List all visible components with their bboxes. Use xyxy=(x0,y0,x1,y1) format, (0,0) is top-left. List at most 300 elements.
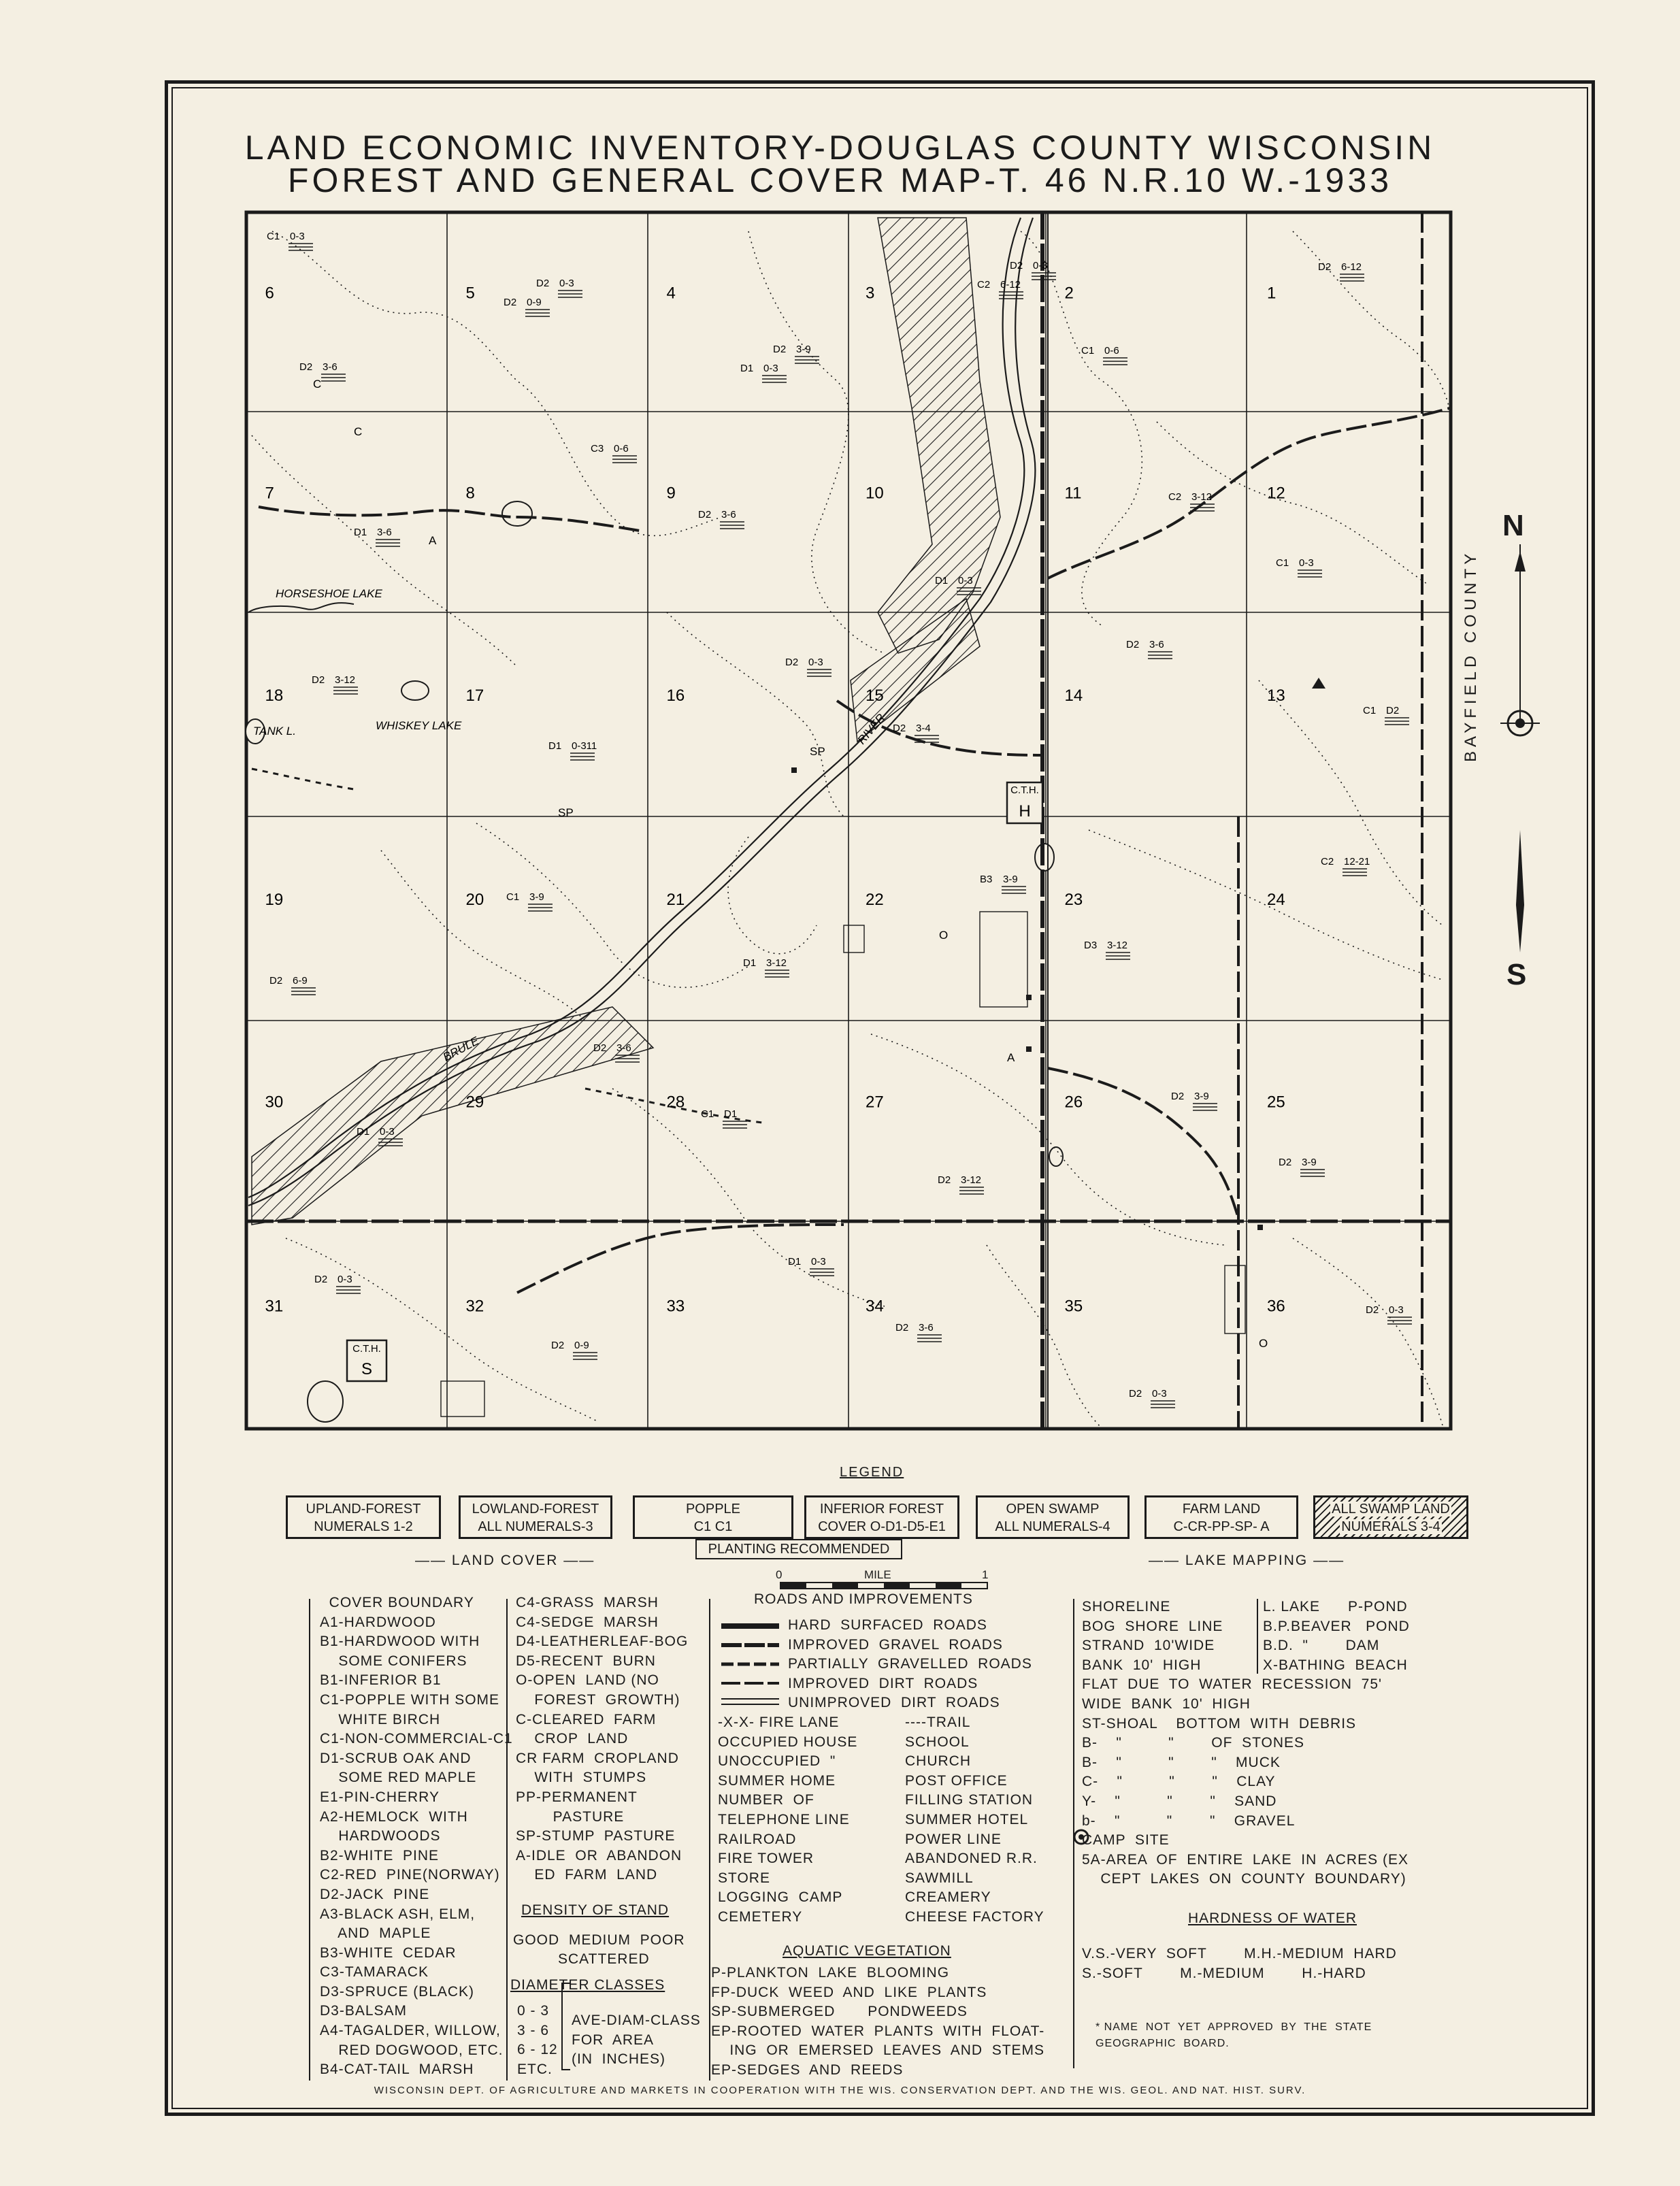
swamp-hatch-areas xyxy=(252,218,1000,1225)
compass-rose xyxy=(1500,544,1540,953)
stand-type: D2 xyxy=(1279,1157,1292,1168)
land-cover-entry: SOME RED MAPLE xyxy=(320,1770,477,1786)
land-cover-entry: D5-RECENT BURN xyxy=(516,1653,656,1669)
stand-label xyxy=(1010,260,1056,280)
improvement-entry: ABANDONED R.R. xyxy=(905,1851,1038,1867)
aquatic-heading: AQUATIC VEGETATION xyxy=(783,1943,951,1959)
section-number-24: 24 xyxy=(1267,891,1285,909)
footnote-line: GEOGRAPHIC BOARD. xyxy=(1096,2038,1230,2049)
land-cover-entry: ED FARM LAND xyxy=(516,1867,658,1883)
stand-diameter: 0-3 xyxy=(337,1274,352,1285)
stand-diameter: 0-3 xyxy=(763,363,778,374)
legend-box-line2: C-CR-PP-SP- A xyxy=(1173,1519,1270,1534)
legend-box-line2: ALL NUMERALS-3 xyxy=(478,1519,593,1534)
land-cover-entry: SP-STUMP PASTURE xyxy=(516,1828,676,1844)
stand-label xyxy=(1084,940,1130,959)
stand-label xyxy=(267,231,313,250)
stand-type: D3 xyxy=(1084,940,1098,951)
stand-type: C1 xyxy=(1081,345,1095,357)
stand-diameter: 0-3 xyxy=(808,657,823,668)
section-number-2: 2 xyxy=(1064,284,1074,303)
land-cover-entry: A4-TAGALDER, WILLOW, xyxy=(320,2023,501,2039)
bayfield-county-label: BAYFIELD COUNTY xyxy=(1462,549,1480,762)
stand-diameter: 3-6 xyxy=(1149,639,1164,650)
improvement-entry: SCHOOL xyxy=(905,1734,970,1750)
stand-diameter: 3-12 xyxy=(335,674,356,686)
stand-label xyxy=(785,657,831,676)
stand-type: D2 xyxy=(1126,639,1140,650)
stand-label xyxy=(1168,491,1215,511)
section-number-19: 19 xyxy=(265,891,284,909)
improvement-entry: SUMMER HOTEL xyxy=(905,1811,1029,1827)
stand-diameter: 6-9 xyxy=(293,975,308,987)
stand-label xyxy=(1129,1388,1175,1408)
section-number-13: 13 xyxy=(1267,686,1285,705)
land-cover-entry: C2-RED PINE(NORWAY) xyxy=(320,1867,500,1883)
cover-boundaries xyxy=(252,231,1449,1429)
section-number-34: 34 xyxy=(866,1297,884,1316)
stand-type: D1 xyxy=(935,575,949,586)
section-number-29: 29 xyxy=(465,1093,484,1112)
map-title-line-2: FOREST AND GENERAL COVER MAP-T. 46 N.R.10 W.-1933 xyxy=(287,161,1393,199)
stand-type: D2 xyxy=(1129,1388,1142,1400)
land-cover-entry: C4-SEDGE MARSH xyxy=(516,1614,659,1630)
section-number-10: 10 xyxy=(866,484,884,503)
stand-type: D1 xyxy=(354,527,367,538)
stand-diameter: 6-12 xyxy=(1341,261,1362,273)
land-cover-entry: COVER BOUNDARY xyxy=(320,1595,474,1610)
lake-mapping-entry: STRAND 10'WIDE xyxy=(1082,1638,1215,1654)
land-cover-entry: O-OPEN LAND (NO xyxy=(516,1672,659,1689)
lake-mapping-entry: B- " " OF STONES xyxy=(1082,1735,1305,1751)
section-number-36: 36 xyxy=(1267,1297,1285,1316)
aquatic-list xyxy=(711,1964,1044,2081)
section-number-6: 6 xyxy=(265,284,274,303)
stand-type: C1 xyxy=(1363,705,1377,716)
lake-mapping-entry: C- " " " CLAY xyxy=(1082,1774,1276,1790)
stand-label xyxy=(1363,705,1409,725)
legend-box-line1: OPEN SWAMP xyxy=(1006,1502,1100,1517)
stand-label xyxy=(743,957,789,977)
stand-label xyxy=(701,1108,747,1128)
improvement-entry: ----TRAIL xyxy=(905,1715,971,1730)
stand-label xyxy=(551,1340,597,1359)
stand-label xyxy=(938,1174,984,1194)
land-cover-entry: CROP LAND xyxy=(516,1731,629,1747)
cth-s-caption: C.T.H. xyxy=(352,1343,381,1355)
lake-mapping-entry: 5A-AREA OF ENTIRE LAKE IN ACRES (EX xyxy=(1082,1851,1409,1868)
land-cover-entry: B1-HARDWOOD WITH xyxy=(320,1634,480,1650)
stand-label xyxy=(312,674,358,694)
stand-type: D2 xyxy=(593,1042,607,1054)
stand-diameter: D1 xyxy=(724,1108,738,1120)
section-grid xyxy=(246,212,1451,1429)
aquatic-entry: ING OR EMERSED LEAVES AND STEMS xyxy=(711,2042,1045,2059)
stand-diameter: 0-3 xyxy=(559,278,574,289)
legend-heading: LEGEND xyxy=(840,1465,904,1480)
lake-mapping-entry: CAMP SITE xyxy=(1082,1832,1170,1849)
mile-scale-label: MILE xyxy=(864,1568,891,1581)
improvement-entry: NUMBER OF xyxy=(718,1792,814,1808)
stand-diameter: 0-3 xyxy=(1033,260,1048,271)
lake-mapping-entry: B- " " " MUCK xyxy=(1082,1754,1281,1770)
legend-box-line1: UPLAND-FOREST xyxy=(306,1502,421,1517)
stand-type: D1 xyxy=(548,740,562,752)
legend-box-line2: COVER O-D1-D5-E1 xyxy=(818,1519,946,1534)
density-scattered: SCATTERED xyxy=(558,1951,650,1967)
stand-diameter: 3-9 xyxy=(796,344,811,355)
aquatic-entry: P-PLANKTON LAKE BLOOMING xyxy=(711,1965,950,1981)
road-type-entry: IMPROVED GRAVEL ROADS xyxy=(788,1636,1003,1653)
diameter-heading: DIAMETER CLASSES xyxy=(510,1977,665,1993)
land-cover-heading: —— LAND COVER —— xyxy=(415,1553,595,1568)
land-cover-entry: C1-POPPLE WITH SOME xyxy=(320,1691,500,1708)
land-cover-entry: B4-CAT-TAIL MARSH xyxy=(320,2061,474,2078)
improvement-entry: POST OFFICE xyxy=(905,1772,1008,1789)
lake-mapping-abbrev xyxy=(1263,1597,1410,1675)
mile-scale-zero: 0 xyxy=(776,1568,783,1581)
section-number-33: 33 xyxy=(666,1297,685,1316)
diameter-row: ETC. xyxy=(517,2061,553,2077)
stand-label xyxy=(536,278,582,297)
stand-label xyxy=(740,363,787,382)
hardness-heading: HARDNESS OF WATER xyxy=(1188,1910,1357,1926)
land-cover-entry: PASTURE xyxy=(516,1808,625,1825)
legend-box-line1: INFERIOR FOREST xyxy=(819,1502,944,1517)
stand-label xyxy=(1366,1304,1412,1324)
stand-diameter: 3-9 xyxy=(1003,874,1018,885)
legend-box-line2: NUMERALS 3-4 xyxy=(1341,1519,1440,1534)
stand-type: D2 xyxy=(551,1340,565,1351)
stand-label xyxy=(591,443,637,463)
lake-mapping-entry: BANK 10' HIGH xyxy=(1082,1657,1202,1673)
stand-diameter: 3-4 xyxy=(916,723,931,734)
lake-abbrev-entry: L. LAKE P-POND xyxy=(1263,1599,1408,1614)
density-values: GOOD MEDIUM POOR xyxy=(513,1932,685,1948)
section-number-30: 30 xyxy=(265,1093,284,1112)
stand-diameter: 0-6 xyxy=(614,443,629,454)
stand-type: C1 xyxy=(1276,557,1289,569)
land-use-letter: SP xyxy=(558,806,574,819)
land-cover-column-1 xyxy=(320,1593,513,2080)
stand-diameter: 0-3 xyxy=(1152,1388,1167,1400)
legend-box-line2: ALL NUMERALS-4 xyxy=(995,1519,1110,1534)
aquatic-entry: EP-ROOTED WATER PLANTS WITH FLOAT- xyxy=(711,2023,1045,2039)
stand-diameter: D2 xyxy=(1386,705,1400,716)
improvement-entry: RAILROAD xyxy=(718,1831,797,1847)
stand-label xyxy=(1276,557,1322,577)
stand-type: D1 xyxy=(788,1256,802,1268)
stand-diameter: 3-6 xyxy=(323,361,337,373)
lake-mapping-entry: FLAT DUE TO WATER RECESSION 75' xyxy=(1082,1676,1383,1693)
stand-diameter: 3-9 xyxy=(529,891,544,903)
road-legend-symbols xyxy=(721,1626,779,1704)
land-cover-entry: CR FARM CROPLAND xyxy=(516,1750,679,1766)
land-cover-entry: C3-TAMARACK xyxy=(320,1964,429,1981)
stand-diameter: 3-6 xyxy=(721,509,736,520)
stand-diameter: 0-6 xyxy=(1104,345,1119,357)
stand-diameter: 3-6 xyxy=(919,1322,934,1334)
legend-box-line1: ALL SWAMP LAND xyxy=(1332,1502,1450,1517)
road-type-entry: HARD SURFACED ROADS xyxy=(788,1617,987,1633)
improvements-right xyxy=(905,1713,1044,1927)
stand-type: C2 xyxy=(1168,491,1182,503)
section-number-11: 11 xyxy=(1064,484,1082,503)
improvement-entry: FIRE TOWER xyxy=(718,1851,814,1867)
stand-type: D2 xyxy=(895,1322,909,1334)
stand-type: D2 xyxy=(536,278,550,289)
map-title-line-1: LAND ECONOMIC INVENTORY-DOUGLAS COUNTY WISCONSIN xyxy=(244,129,1436,167)
land-cover-entry: C4-GRASS MARSH xyxy=(516,1595,659,1610)
lake-mapping-entry: CEPT LAKES ON COUNTY BOUNDARY) xyxy=(1082,1871,1406,1887)
section-number-26: 26 xyxy=(1064,1093,1083,1112)
section-number-27: 27 xyxy=(866,1093,884,1112)
diameter-rows xyxy=(517,2002,558,2079)
diameter-note xyxy=(572,2011,701,2070)
land-cover-entry: B1-INFERIOR B1 xyxy=(320,1672,442,1689)
stand-label xyxy=(893,723,939,742)
stand-type: D1 xyxy=(357,1126,370,1138)
improvement-entry: CHURCH xyxy=(905,1753,971,1770)
stand-diameter: 3-12 xyxy=(766,957,787,969)
land-cover-entry: E1-PIN-CHERRY xyxy=(320,1789,440,1805)
improvement-entry: UNOCCUPIED " xyxy=(718,1753,836,1770)
legend-box-upland-forest xyxy=(286,1495,441,1539)
stand-label xyxy=(1126,639,1172,659)
stand-diameter: 6-12 xyxy=(1000,279,1021,291)
tank-lake-label: TANK L. xyxy=(253,725,296,738)
planting-recommended-box: PLANTING RECOMMENDED xyxy=(695,1539,902,1559)
improvement-entry: LOGGING CAMP xyxy=(718,1889,843,1906)
stand-labels xyxy=(267,231,1412,1408)
lake-abbrev-entry: B.D. " DAM xyxy=(1263,1638,1380,1654)
lake-abbrev-entry: X-BATHING BEACH xyxy=(1263,1657,1408,1673)
section-number-12: 12 xyxy=(1267,484,1285,503)
stand-diameter: 3-12 xyxy=(1107,940,1128,951)
improvement-entry: TELEPHONE LINE xyxy=(718,1811,850,1827)
stand-label xyxy=(1279,1157,1325,1176)
land-cover-entry: D2-JACK PINE xyxy=(320,1886,430,1902)
stand-type: C1 xyxy=(506,891,520,903)
stand-diameter: 3-6 xyxy=(616,1042,631,1054)
improvement-entry: CEMETERY xyxy=(718,1908,803,1925)
section-number-8: 8 xyxy=(465,484,475,503)
land-cover-entry: B2-WHITE PINE xyxy=(320,1847,440,1864)
mile-scale-one: 1 xyxy=(982,1568,989,1581)
lake-abbrev-entry: B.P.BEAVER POND xyxy=(1263,1618,1410,1634)
footnote-line: * NAME NOT YET APPROVED BY THE STATE xyxy=(1096,2021,1372,2033)
section-numbers xyxy=(265,284,1285,1316)
section-number-17: 17 xyxy=(465,686,484,705)
cth-s-letter: S xyxy=(361,1360,373,1378)
lake-mapping-entry: WIDE BANK 10' HIGH xyxy=(1082,1695,1251,1712)
land-cover-entry: PP-PERMANENT xyxy=(516,1789,638,1805)
stand-diameter: 0-3 xyxy=(290,231,305,242)
north-label: N xyxy=(1502,509,1524,542)
diameter-row: 0 - 3 xyxy=(517,2003,550,2019)
mile-scale xyxy=(780,1583,987,1589)
legend-box-line1: POPPLE xyxy=(685,1502,741,1517)
land-use-letter: C xyxy=(354,425,363,438)
improvement-entry: CHEESE FACTORY xyxy=(905,1908,1044,1925)
improvement-entry: OCCUPIED HOUSE xyxy=(718,1734,858,1750)
south-label: S xyxy=(1506,958,1527,991)
land-use-letter: A xyxy=(1007,1051,1015,1064)
diameter-note-line: FOR AREA xyxy=(572,2032,655,2048)
section-number-7: 7 xyxy=(265,484,274,503)
hardness-entry: V.S.-VERY SOFT M.H.-MEDIUM HARD xyxy=(1082,1946,1397,1961)
stand-label xyxy=(354,527,400,546)
lake-mapping-entry: ST-SHOAL BOTTOM WITH DEBRIS xyxy=(1082,1715,1357,1732)
stand-label xyxy=(548,740,597,760)
stand-diameter: 3-9 xyxy=(1302,1157,1317,1168)
land-cover-entry: C-CLEARED FARM xyxy=(516,1711,657,1727)
improvement-entry: STORE xyxy=(718,1870,770,1886)
diameter-note-line: AVE-DIAM-CLASS xyxy=(572,2013,701,2028)
land-cover-entry: D1-SCRUB OAK AND xyxy=(320,1750,472,1766)
land-cover-entry: FOREST GROWTH) xyxy=(516,1691,680,1708)
stand-diameter: 0-3 xyxy=(1299,557,1314,569)
section-number-9: 9 xyxy=(666,484,676,503)
stand-type: C1 xyxy=(701,1108,714,1120)
stand-type: D2 xyxy=(1171,1091,1185,1102)
land-cover-entry: B3-WHITE CEDAR xyxy=(320,1944,457,1961)
stand-type: D2 xyxy=(299,361,313,373)
stand-type: D1 xyxy=(740,363,754,374)
improvements-left xyxy=(718,1713,857,1927)
road-type-entry: PARTIALLY GRAVELLED ROADS xyxy=(788,1656,1032,1672)
stand-label xyxy=(1171,1091,1217,1110)
density-heading: DENSITY OF STAND xyxy=(521,1902,670,1918)
legend-box-line1: LOWLAND-FOREST xyxy=(472,1502,599,1517)
stand-diameter: 3-12 xyxy=(1191,491,1213,503)
section-number-22: 22 xyxy=(866,891,884,909)
section-number-20: 20 xyxy=(465,891,484,909)
stand-diameter: 0-3 xyxy=(958,575,973,586)
section-number-18: 18 xyxy=(265,686,284,705)
legend-box-lowland-forest xyxy=(459,1495,612,1539)
land-cover-entry: C1-NON-COMMERCIAL-C1 xyxy=(320,1731,513,1747)
stand-label xyxy=(269,975,316,995)
section-number-21: 21 xyxy=(666,891,685,909)
stand-label xyxy=(1318,261,1364,281)
stand-diameter: 12-21 xyxy=(1344,856,1370,867)
section-number-23: 23 xyxy=(1064,891,1083,909)
whiskey-lake-label: WHISKEY LAKE xyxy=(376,719,462,732)
land-cover-entry: WITH STUMPS xyxy=(516,1770,647,1786)
land-use-letter: A xyxy=(429,534,437,547)
hardness-entry: S.-SOFT M.-MEDIUM H.-HARD xyxy=(1082,1965,1366,1981)
diameter-note-line: (IN INCHES) xyxy=(572,2051,665,2068)
section-number-31: 31 xyxy=(265,1297,284,1316)
stand-diameter: 0-3 xyxy=(811,1256,826,1268)
stand-label xyxy=(1081,345,1127,365)
stand-label xyxy=(773,344,819,363)
cth-h-caption: C.T.H. xyxy=(1010,784,1039,796)
roads-list xyxy=(788,1616,1032,1713)
stand-label xyxy=(698,509,744,529)
stand-label xyxy=(314,1274,361,1293)
road-type-entry: IMPROVED DIRT ROADS xyxy=(788,1675,978,1691)
stand-label xyxy=(788,1256,834,1276)
section-number-15: 15 xyxy=(866,686,884,705)
land-cover-entry: SOME CONIFERS xyxy=(320,1653,467,1669)
land-cover-entry: A2-HEMLOCK WITH xyxy=(320,1808,468,1825)
stand-diameter: 0-311 xyxy=(572,740,597,752)
land-cover-entry: A1-HARDWOOD xyxy=(320,1614,436,1630)
road-type-entry: UNIMPROVED DIRT ROADS xyxy=(788,1695,1000,1711)
land-use-letter: O xyxy=(939,929,949,942)
section-number-25: 25 xyxy=(1267,1093,1285,1112)
stand-diameter: 0-3 xyxy=(380,1126,395,1138)
land-use-letter: O xyxy=(1259,1337,1268,1350)
diameter-bracket xyxy=(562,1983,570,2070)
aquatic-entry: EP-SEDGES AND REEDS xyxy=(711,2061,904,2078)
stand-diameter: 0-9 xyxy=(527,297,542,308)
section-number-16: 16 xyxy=(666,686,685,705)
lake-mapping-entry: BOG SHORE LINE xyxy=(1082,1618,1223,1634)
legend-box-inferior-forest xyxy=(804,1495,959,1539)
lake-mapping-heading: —— LAKE MAPPING —— xyxy=(1149,1553,1345,1568)
improvement-entry: SUMMER HOME xyxy=(718,1772,836,1789)
stand-type: D2 xyxy=(893,723,906,734)
stand-type: D2 xyxy=(504,297,517,308)
stand-type: D2 xyxy=(312,674,325,686)
stand-type: B3 xyxy=(980,874,993,885)
section-number-35: 35 xyxy=(1064,1297,1083,1316)
legend-box-popple xyxy=(633,1495,793,1539)
legend-box-farm-land xyxy=(1144,1495,1298,1539)
stand-type: D2 xyxy=(698,509,712,520)
stand-type: D2 xyxy=(1366,1304,1379,1316)
stand-diameter: 3-6 xyxy=(377,527,392,538)
cth-h-letter: H xyxy=(1019,802,1031,821)
stand-diameter: 3-12 xyxy=(961,1174,982,1186)
stand-type: D2 xyxy=(1318,261,1332,273)
improvement-entry: FILLING STATION xyxy=(905,1792,1034,1808)
improvement-entry: -X-X- FIRE LANE xyxy=(718,1715,840,1730)
stand-type: C2 xyxy=(1321,856,1334,867)
improvement-entry: CREAMERY xyxy=(905,1889,991,1906)
river-label: RIVER xyxy=(855,711,888,747)
stand-type: C2 xyxy=(977,279,991,291)
lake-mapping-entry: Y- " " " SAND xyxy=(1082,1793,1277,1809)
stand-type: D2 xyxy=(773,344,787,355)
section-number-32: 32 xyxy=(465,1297,484,1316)
land-cover-entry: RED DOGWOOD, ETC. xyxy=(320,2042,504,2058)
stand-label xyxy=(506,891,553,911)
section-number-5: 5 xyxy=(465,284,475,303)
land-cover-entry: AND MAPLE xyxy=(320,1925,431,1942)
land-cover-column-2 xyxy=(516,1593,688,1885)
diameter-row: 3 - 6 xyxy=(517,2022,550,2038)
footnote xyxy=(1096,2019,1372,2052)
stand-label xyxy=(980,874,1026,893)
land-cover-entry: WHITE BIRCH xyxy=(320,1711,441,1727)
stand-type: D2 xyxy=(269,975,283,987)
aquatic-entry: SP-SUBMERGED PONDWEEDS xyxy=(711,2004,968,2020)
stand-type: C3 xyxy=(591,443,604,454)
section-number-14: 14 xyxy=(1064,686,1083,705)
stand-type: D2 xyxy=(1010,260,1023,271)
footer-credit: WISCONSIN DEPT. OF AGRICULTURE AND MARKETS IN COOPERATION WITH THE WIS. CONSERVATION DEPT. AND THE WIS. GEOL. AND NAT. HIST. SURV. xyxy=(374,2085,1306,2096)
horseshoe-lake-label: HORSESHOE LAKE xyxy=(276,587,382,600)
stand-type: C1 xyxy=(267,231,280,242)
improvement-entry: POWER LINE xyxy=(905,1831,1002,1847)
improvement-entry: SAWMILL xyxy=(905,1870,974,1886)
stand-label xyxy=(895,1322,942,1342)
stand-diameter: 0-9 xyxy=(574,1340,589,1351)
